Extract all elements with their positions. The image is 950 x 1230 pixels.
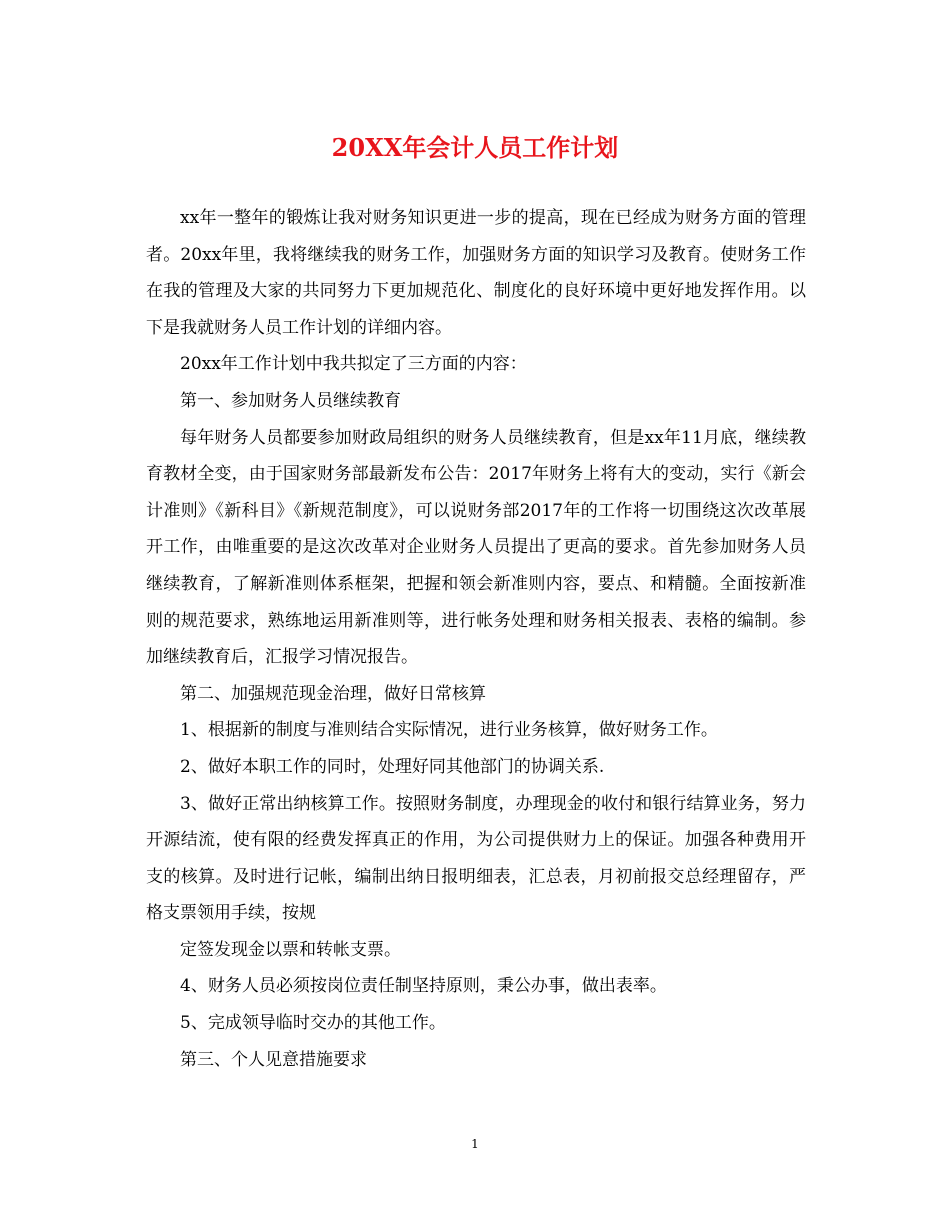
list-item-2: 2、做好本职工作的同时，处理好同其他部门的协调关系. (180, 756, 605, 777)
list-item-3: 3、做好正常出纳核算工作。按照财务制度，办理现金的收付和银行结算业务，努力开源结流，使有限的经费发挥真正的作用，为公司提供财力上的保证。加强各种费用开支的核算。及时进行记帐，编制出纳日报明细表，汇总表，月初前报交总经理留存，严格支票领用手续，按规 (146, 793, 806, 924)
document-title: 20XX年会计人员工作计划 (331, 133, 619, 162)
plan-overview-paragraph: 20xx年工作计划中我共拟定了三方面的内容： (180, 354, 527, 375)
intro-paragraph: xx年一整年的锻炼让我对财务知识更进一步的提高，现在已经成为财务方面的管理者。20xx年里，我将继续我的财务工作，加强财务方面的知识学习及教育。使财务工作在我的管理及大家的共同努力下更加规范化、制度化的良好环境中更好地发挥作用。以下是我就财务人员工作计划的详细内容。 (146, 208, 806, 338)
section-heading-3: 第三、个人见意措施要求 (180, 1049, 367, 1070)
list-item-1: 1、根据新的制度与准则结合实际情况，进行业务核算，做好财务工作。 (180, 720, 718, 741)
page-number: 1 (471, 1137, 479, 1151)
section-heading-2: 第二、加强规范现金治理，做好日常核算 (180, 683, 486, 704)
list-item-3-continuation: 定签发现金以票和转帐支票。 (180, 939, 401, 960)
list-item-5: 5、完成领导临时交办的其他工作。 (180, 1013, 446, 1034)
section-heading-1: 第一、参加财务人员继续教育 (180, 390, 401, 411)
list-item-4: 4、财务人员必须按岗位责任制坚持原则，秉公办事，做出表率。 (180, 976, 667, 997)
section-1-paragraph: 每年财务人员都要参加财政局组织的财务人员继续教育，但是xx年11月底，继续教育教材全变，由于国家财务部最新发布公告：2017年财务上将有大的变动，实行《新会计准则》《新科目》《新规范制度》，可以说财务部2017年的工作将一切围绕这次改革展开工作，由唯重要的是这次改革对企业财务人员提出了更高的要求。首先参加财务人员继续教育，了解新准则体系框架，把握和领会新准则内容，要点、和精髓。全面按新准则的规范要求，熟练地运用新准则等，进行帐务处理和财务相关报表、表格的编制。参加继续教育后，汇报学习情况报告。 (146, 427, 806, 668)
document-body (146, 200, 806, 1078)
